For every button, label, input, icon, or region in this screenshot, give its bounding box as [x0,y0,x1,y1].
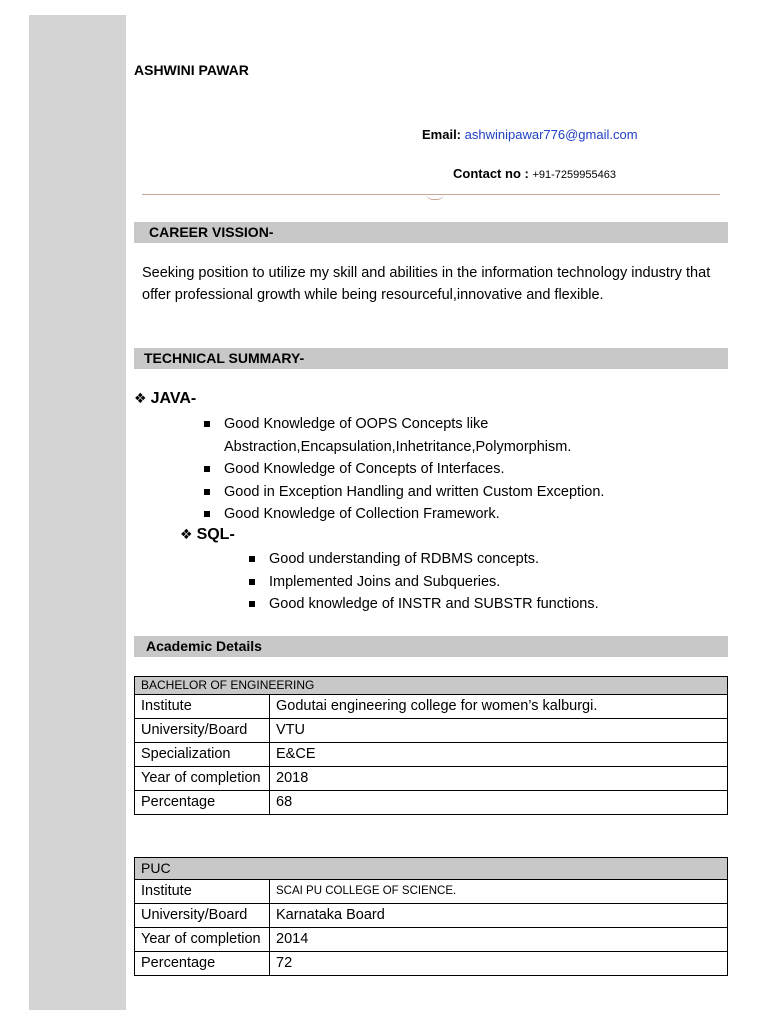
list-item: Good understanding of RDBMS concepts. [247,548,707,571]
row-key: Institute [135,695,270,719]
table-row [135,743,728,767]
diamond-bullet-icon: ❖ [134,390,147,406]
list-item: Good in Exception Handling and written Custom Exception. [202,481,652,504]
be-table [134,676,728,815]
java-title: JAVA- [150,390,197,407]
row-key: Percentage [135,952,270,976]
diamond-bullet-icon: ❖ [180,526,193,542]
row-key: Year of completion [135,928,270,952]
row-value: SCAI PU COLLEGE OF SCIENCE. [270,880,728,904]
table-row [135,767,728,791]
row-value: 72 [270,952,728,976]
row-key: Percentage [135,791,270,815]
table-row [135,952,728,976]
academic-heading: Academic Details [134,636,728,657]
table-row [135,928,728,952]
email-line [422,127,638,142]
row-key: Specialization [135,743,270,767]
row-value: 2018 [270,767,728,791]
list-item: Good Knowledge of Concepts of Interfaces. [202,458,652,481]
career-heading: CAREER VISSION- [134,222,728,243]
table-header-row [135,677,728,695]
contact-value: +91-7259955463 [532,169,616,181]
table-row [135,719,728,743]
candidate-name: ASHWINI PAWAR [134,62,249,78]
divider-ornament [426,193,444,200]
career-text: Seeking position to utilize my skill and abilities in the information technology industry that offer professional growth while being resourceful,innovative and flexible. [142,265,711,303]
table-header-row [135,858,728,880]
table-row [135,904,728,928]
row-key: Institute [135,880,270,904]
list-item: Implemented Joins and Subqueries. [247,571,707,594]
email-label: Email: [422,127,462,142]
list-item: Good Knowledge of OOPS Concepts like Abstraction,Encapsulation,Inhetritance,Polymorphism. [202,413,652,458]
puc-table [134,857,728,976]
contact-line [453,166,616,181]
row-value: VTU [270,719,728,743]
technical-heading: TECHNICAL SUMMARY- [134,348,728,369]
sql-heading [180,526,235,544]
sql-title: SQL- [196,526,235,543]
puc-title: PUC [135,858,728,880]
contact-label: Contact no : [453,166,529,181]
list-item: Good Knowledge of Collection Framework. [202,503,652,526]
row-value: Godutai engineering college for women’s kalburgi. [270,695,728,719]
java-list [202,413,652,526]
email-link[interactable]: ashwinipawar776@gmail.com [464,127,638,142]
row-key: University/Board [135,904,270,928]
row-key: University/Board [135,719,270,743]
left-sidebar-band [29,15,126,1010]
be-title: BACHELOR OF ENGINEERING [135,677,728,695]
list-item: Good knowledge of INSTR and SUBSTR functions. [247,593,707,616]
table-row [135,695,728,719]
sql-list [247,548,707,616]
java-heading [134,390,196,408]
row-key: Year of completion [135,767,270,791]
row-value: 2014 [270,928,728,952]
table-row [135,880,728,904]
row-value: Karnataka Board [270,904,728,928]
table-row [135,791,728,815]
row-value: 68 [270,791,728,815]
row-value: E&CE [270,743,728,767]
